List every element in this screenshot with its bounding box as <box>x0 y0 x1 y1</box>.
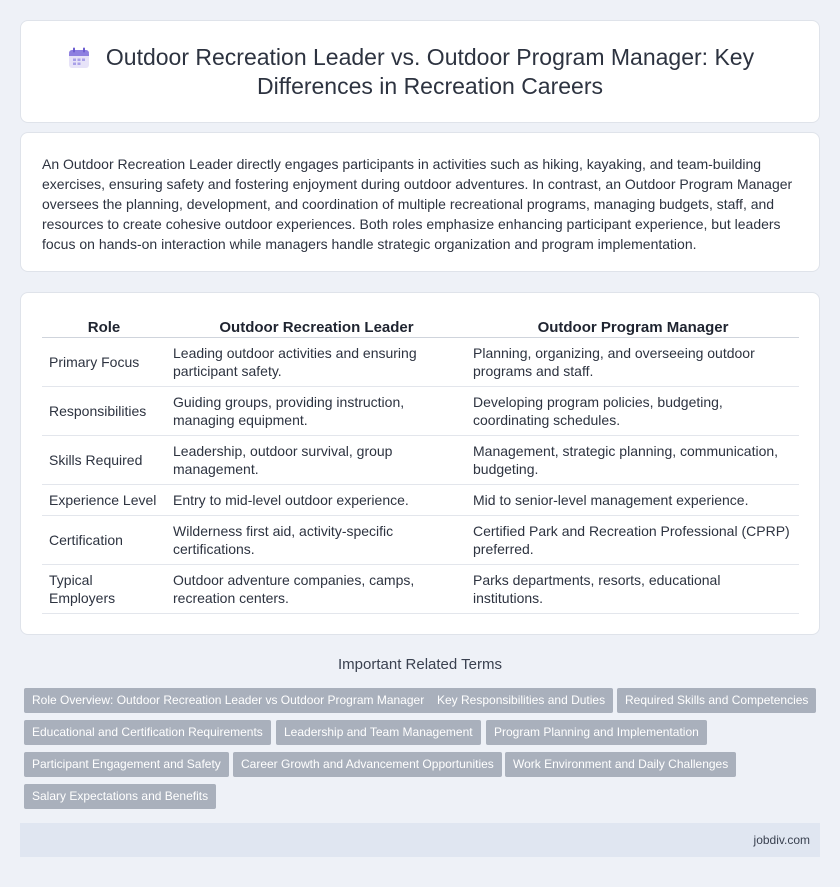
header-manager: Outdoor Program Manager <box>467 311 799 338</box>
related-tag[interactable]: Leadership and Team Management <box>276 720 481 745</box>
manager-cell: Developing program policies, budgeting, coordinating schedules. <box>467 387 799 436</box>
leader-cell: Leading outdoor activities and ensuring participant safety. <box>166 338 467 387</box>
related-terms-heading: Important Related Terms <box>338 656 502 673</box>
table-row <box>42 338 799 387</box>
header-role: Role <box>42 311 166 338</box>
related-tag[interactable]: Educational and Certification Requirements <box>24 720 271 745</box>
table-row <box>42 387 799 436</box>
comparison-table <box>42 311 799 614</box>
related-tag[interactable]: Role Overview: Outdoor Recreation Leader vs Outdoor Program Manager <box>24 688 432 713</box>
related-tag[interactable]: Career Growth and Advancement Opportunities <box>233 752 502 777</box>
manager-cell: Certified Park and Recreation Professional (CPRP) preferred. <box>467 516 799 565</box>
footer <box>20 823 820 857</box>
leader-cell: Outdoor adventure companies, camps, recreation centers. <box>166 565 467 614</box>
related-tag[interactable]: Salary Expectations and Benefits <box>24 784 216 809</box>
intro-paragraph: An Outdoor Recreation Leader directly engages participants in activities such as hiking, kayaking, and team-building exercises, ensuring safety and fostering enjoyment during outdoor adventures. In contrast, an Outdoor Program Manager oversees the planning, development, and coordination of multiple recreational programs, managing budgets, staff, and resources to create cohesive outdoor experiences. Both roles emphasize enhancing participant experience, but leaders focus on hands-on interaction while managers handle strategic organization and program implementation. <box>42 156 793 252</box>
footer-site[interactable]: jobdiv.com <box>753 833 810 847</box>
related-tag[interactable]: Program Planning and Implementation <box>486 720 707 745</box>
row-label: Certification <box>42 516 166 565</box>
title-card <box>20 20 820 123</box>
row-label: Primary Focus <box>42 338 166 387</box>
manager-cell: Planning, organizing, and overseeing outdoor programs and staff. <box>467 338 799 387</box>
leader-cell: Leadership, outdoor survival, group management. <box>166 436 467 485</box>
table-row <box>42 565 799 614</box>
row-label: Responsibilities <box>42 387 166 436</box>
leader-cell: Entry to mid-level outdoor experience. <box>166 485 467 516</box>
manager-cell: Parks departments, resorts, educational institutions. <box>467 565 799 614</box>
row-label: Typical Employers <box>42 565 166 614</box>
table-row <box>42 436 799 485</box>
leader-cell: Guiding groups, providing instruction, managing equipment. <box>166 387 467 436</box>
comparison-card <box>20 292 820 635</box>
related-tag[interactable]: Key Responsibilities and Duties <box>429 688 613 713</box>
row-label: Skills Required <box>42 436 166 485</box>
page-title: Outdoor Recreation Leader vs. Outdoor Program Manager: Key Differences in Recreation Careers <box>105 44 755 99</box>
table-row <box>42 516 799 565</box>
table-header-row <box>42 311 799 338</box>
row-label: Experience Level <box>42 485 166 516</box>
manager-cell: Management, strategic planning, communication, budgeting. <box>467 436 799 485</box>
related-tag[interactable]: Required Skills and Competencies <box>617 688 816 713</box>
table-row <box>42 485 799 516</box>
intro-card <box>20 132 820 272</box>
manager-cell: Mid to senior-level management experience. <box>467 485 799 516</box>
leader-cell: Wilderness first aid, activity-specific certifications. <box>166 516 467 565</box>
related-tag[interactable]: Work Environment and Daily Challenges <box>505 752 736 777</box>
header-leader: Outdoor Recreation Leader <box>166 311 467 338</box>
related-tag[interactable]: Participant Engagement and Safety <box>24 752 229 777</box>
